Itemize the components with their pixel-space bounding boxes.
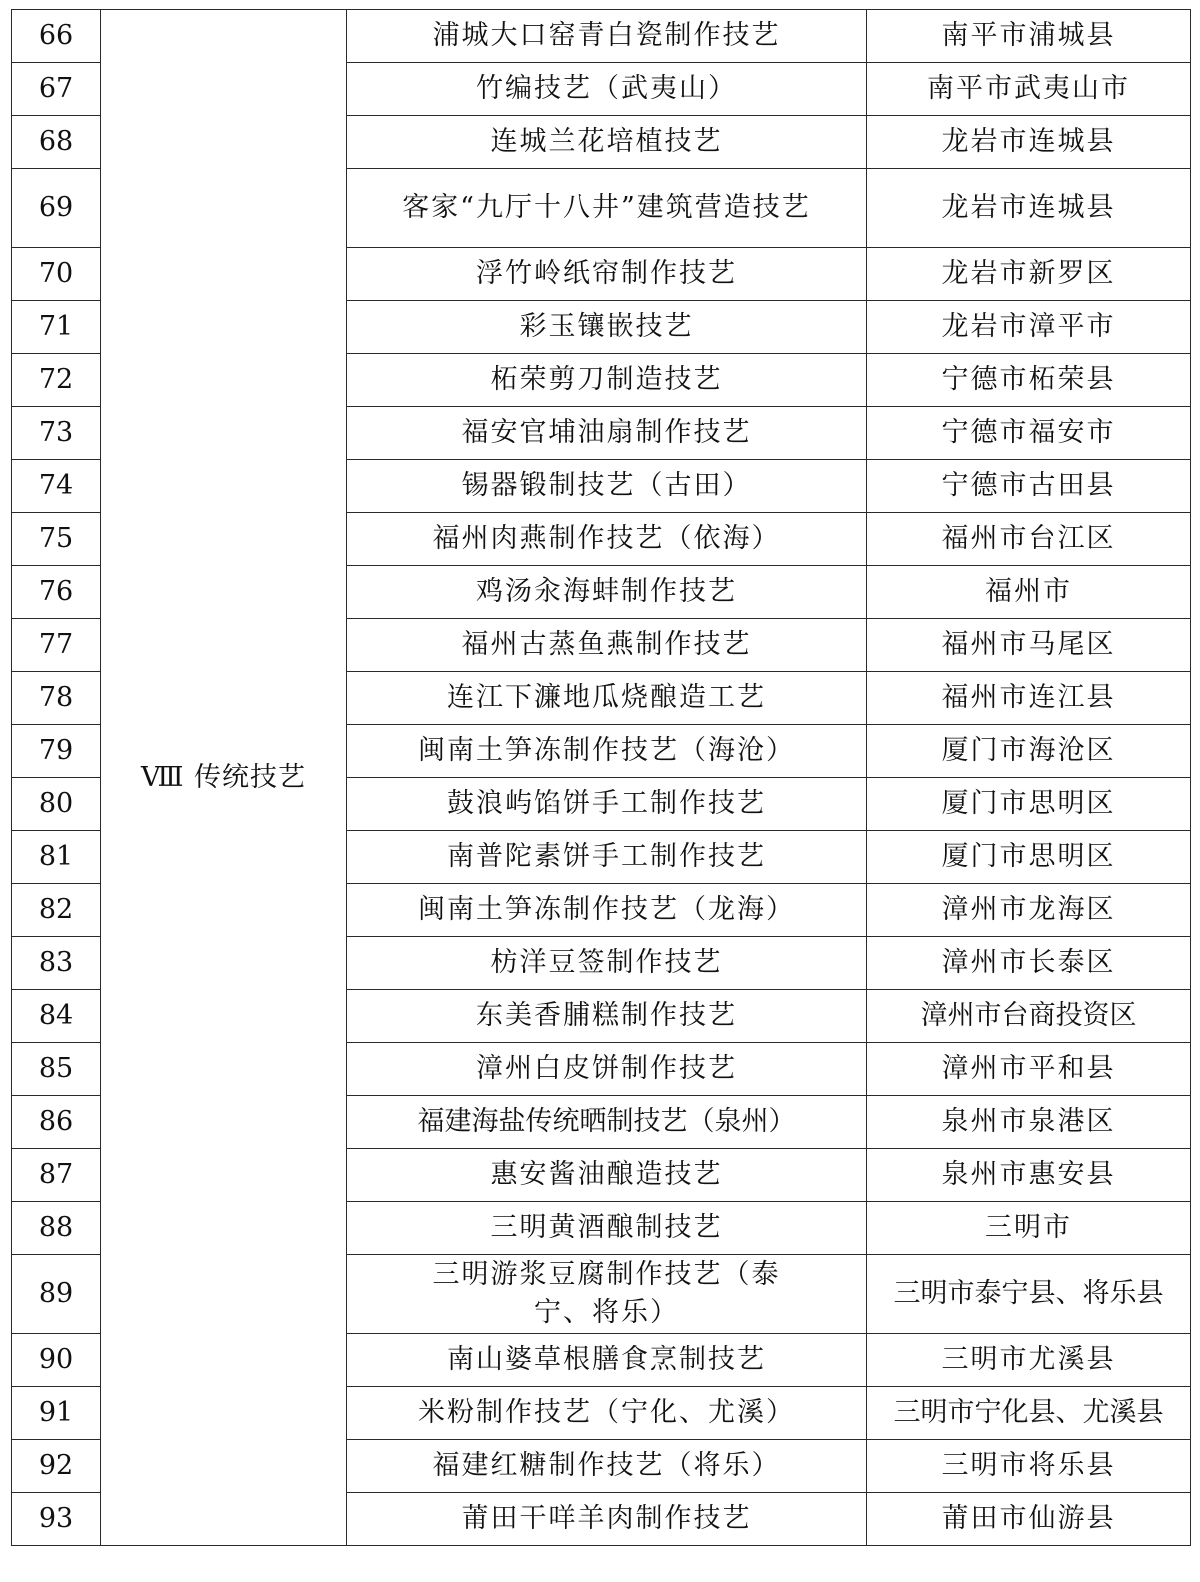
row-number: 87 — [12, 1149, 101, 1202]
heritage-list-table — [11, 9, 1191, 1546]
region-name: 宁德市福安市 — [867, 407, 1191, 460]
row-number: 74 — [12, 460, 101, 513]
row-number: 83 — [12, 937, 101, 990]
row-number: 72 — [12, 354, 101, 407]
project-name: 闽南土笋冻制作技艺（龙海） — [347, 884, 867, 937]
row-number: 68 — [12, 116, 101, 169]
region-name: 漳州市台商投资区 — [867, 990, 1191, 1043]
row-number: 75 — [12, 513, 101, 566]
region-name: 厦门市思明区 — [867, 778, 1191, 831]
row-number: 82 — [12, 884, 101, 937]
project-name: 客家“九厅十八井”建筑营造技艺 — [347, 169, 867, 248]
project-name: 福建海盐传统晒制技艺（泉州） — [347, 1096, 867, 1149]
row-number: 81 — [12, 831, 101, 884]
project-name: 锡器锻制技艺（古田） — [347, 460, 867, 513]
region-name: 南平市武夷山市 — [867, 63, 1191, 116]
region-name: 福州市 — [867, 566, 1191, 619]
region-name: 泉州市泉港区 — [867, 1096, 1191, 1149]
project-name: 浦城大口窑青白瓷制作技艺 — [347, 10, 867, 63]
region-name: 福州市台江区 — [867, 513, 1191, 566]
project-name: 漳州白皮饼制作技艺 — [347, 1043, 867, 1096]
region-name: 龙岩市新罗区 — [867, 248, 1191, 301]
project-name: 三明黄酒酿制技艺 — [347, 1202, 867, 1255]
region-name: 宁德市古田县 — [867, 460, 1191, 513]
project-name: 浮竹岭纸帘制作技艺 — [347, 248, 867, 301]
project-name: 福建红糖制作技艺（将乐） — [347, 1440, 867, 1493]
row-number: 88 — [12, 1202, 101, 1255]
project-name: 连江下濂地瓜烧酿造工艺 — [347, 672, 867, 725]
row-number: 84 — [12, 990, 101, 1043]
row-number: 79 — [12, 725, 101, 778]
region-name: 三明市泰宁县、将乐县 — [867, 1255, 1191, 1334]
row-number: 73 — [12, 407, 101, 460]
row-number: 93 — [12, 1493, 101, 1546]
region-name: 龙岩市连城县 — [867, 116, 1191, 169]
region-name: 漳州市长泰区 — [867, 937, 1191, 990]
row-number: 85 — [12, 1043, 101, 1096]
table-row — [12, 10, 1191, 63]
project-name: 鼓浪屿馅饼手工制作技艺 — [347, 778, 867, 831]
region-name: 厦门市思明区 — [867, 831, 1191, 884]
project-name: 南山婆草根膳食烹制技艺 — [347, 1334, 867, 1387]
region-name: 龙岩市连城县 — [867, 169, 1191, 248]
row-number: 78 — [12, 672, 101, 725]
row-number: 90 — [12, 1334, 101, 1387]
region-name: 福州市马尾区 — [867, 619, 1191, 672]
table-body — [12, 10, 1191, 1546]
region-name: 宁德市柘荣县 — [867, 354, 1191, 407]
region-name: 莆田市仙游县 — [867, 1493, 1191, 1546]
row-number: 69 — [12, 169, 101, 248]
region-name: 三明市宁化县、尤溪县 — [867, 1387, 1191, 1440]
region-name: 南平市浦城县 — [867, 10, 1191, 63]
row-number: 71 — [12, 301, 101, 354]
project-name: 彩玉镶嵌技艺 — [347, 301, 867, 354]
row-number: 86 — [12, 1096, 101, 1149]
row-number: 92 — [12, 1440, 101, 1493]
project-name: 福州肉燕制作技艺（依海） — [347, 513, 867, 566]
project-name: 惠安酱油酿造技艺 — [347, 1149, 867, 1202]
project-name: 福州古蒸鱼燕制作技艺 — [347, 619, 867, 672]
region-name: 漳州市平和县 — [867, 1043, 1191, 1096]
project-name: 三明游浆豆腐制作技艺（泰宁、将乐） — [347, 1255, 867, 1334]
region-name: 三明市将乐县 — [867, 1440, 1191, 1493]
project-name: 柘荣剪刀制造技艺 — [347, 354, 867, 407]
row-number: 89 — [12, 1255, 101, 1334]
category-cell: Ⅷ 传统技艺 — [101, 10, 347, 1546]
project-name: 米粉制作技艺（宁化、尤溪） — [347, 1387, 867, 1440]
row-number: 77 — [12, 619, 101, 672]
region-name: 厦门市海沧区 — [867, 725, 1191, 778]
project-name: 闽南土笋冻制作技艺（海沧） — [347, 725, 867, 778]
project-name: 福安官埔油扇制作技艺 — [347, 407, 867, 460]
project-name: 莆田干咩羊肉制作技艺 — [347, 1493, 867, 1546]
project-name: 东美香脯糕制作技艺 — [347, 990, 867, 1043]
row-number: 66 — [12, 10, 101, 63]
region-name: 福州市连江县 — [867, 672, 1191, 725]
row-number: 80 — [12, 778, 101, 831]
region-name: 漳州市龙海区 — [867, 884, 1191, 937]
region-name: 三明市 — [867, 1202, 1191, 1255]
region-name: 泉州市惠安县 — [867, 1149, 1191, 1202]
row-number: 76 — [12, 566, 101, 619]
row-number: 91 — [12, 1387, 101, 1440]
project-name: 鸡汤汆海蚌制作技艺 — [347, 566, 867, 619]
project-name: 竹编技艺（武夷山） — [347, 63, 867, 116]
region-name: 龙岩市漳平市 — [867, 301, 1191, 354]
row-number: 70 — [12, 248, 101, 301]
region-name: 三明市尤溪县 — [867, 1334, 1191, 1387]
row-number: 67 — [12, 63, 101, 116]
project-name: 南普陀素饼手工制作技艺 — [347, 831, 867, 884]
project-name: 枋洋豆签制作技艺 — [347, 937, 867, 990]
project-name: 连城兰花培植技艺 — [347, 116, 867, 169]
